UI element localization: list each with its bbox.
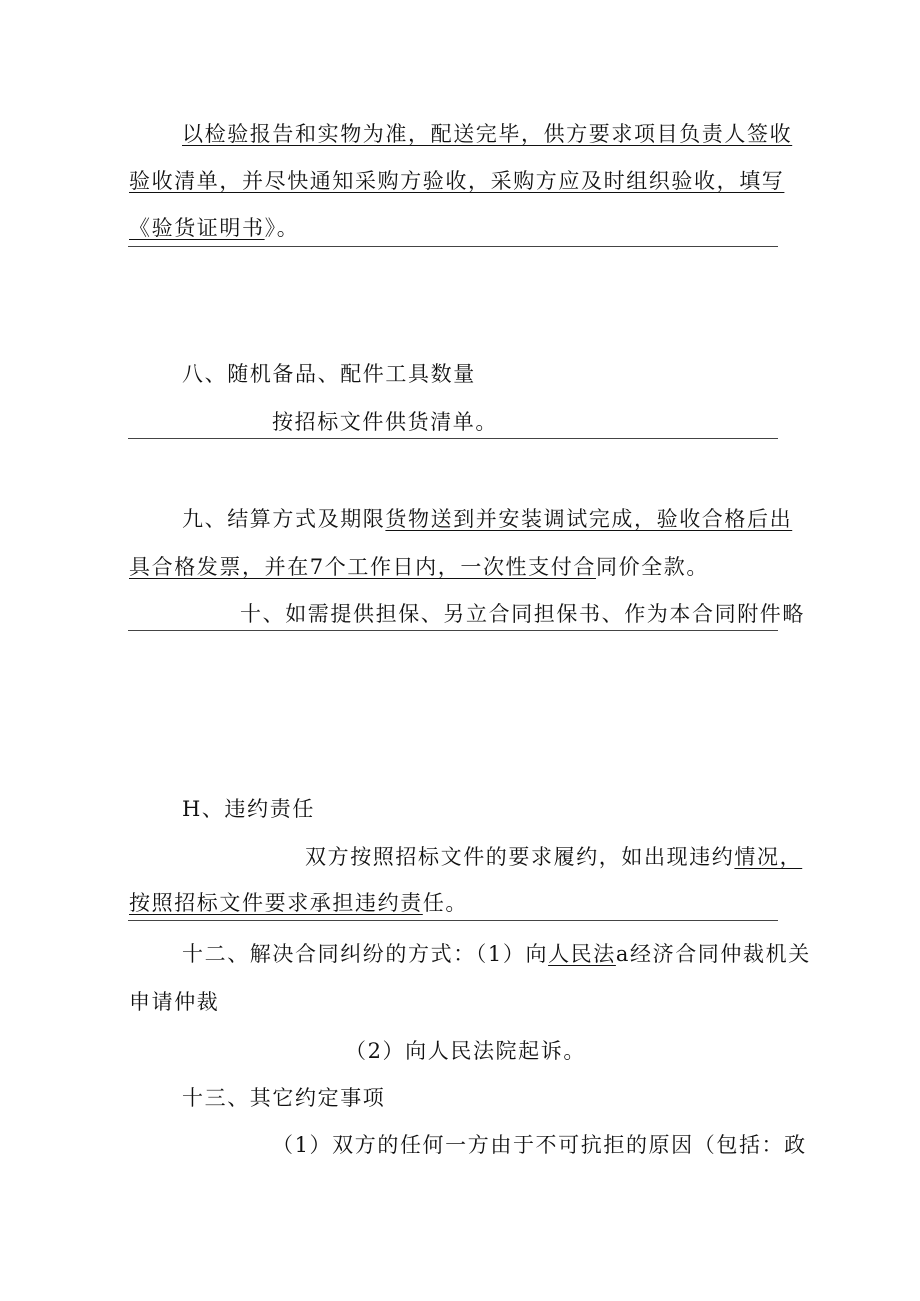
underlined-text: 《验货证明书 (129, 216, 265, 240)
underlined-text: 以检验报告和实物为准，配送完毕，供方要求项目负责人签收 (182, 122, 793, 146)
text-segment: （2）向人民法院起诉。 (345, 1039, 586, 1063)
underlined-text: 按照招标文件要求承担违约责 (129, 891, 423, 915)
text-line (182, 940, 811, 968)
text-segment: 》。 (264, 216, 300, 240)
text-line (129, 988, 219, 1016)
section-heading (182, 1084, 385, 1112)
text-line (345, 1037, 586, 1065)
text-segment: 任。 (422, 891, 469, 915)
section-heading (182, 795, 315, 823)
text-segment: 九、结算方式及期限 (182, 507, 386, 531)
text-line (182, 505, 792, 533)
text-line (182, 120, 792, 148)
section-heading (182, 360, 476, 388)
horizontal-rule (128, 438, 778, 439)
text-segment: 申请仲裁 (129, 990, 220, 1014)
text-segment: 十二、解决合同纠纷的方式：（1）向 (182, 942, 549, 966)
text-segment: H、违约责任 (182, 797, 315, 821)
text-line (272, 1131, 807, 1159)
text-segment: 按招标文件供货清单。 (272, 410, 498, 434)
underlined-text: 人民法 (548, 942, 616, 966)
text-line (305, 843, 802, 871)
horizontal-rule (128, 630, 778, 631)
text-line (129, 889, 468, 917)
text-segment: 十、如需提供担保、另立合同担保书、作为本合同附件略 (240, 602, 805, 626)
text-line (129, 214, 299, 242)
text-segment: 十三、其它约定事项 (182, 1086, 386, 1110)
text-segment: 八、随机备品、配件工具数量 (182, 362, 476, 386)
text-segment: 双方按照招标文件的要求履约，如出现违约 (305, 845, 735, 869)
text-line (129, 167, 784, 195)
text-segment: a经济合同仲裁机关 (615, 942, 811, 966)
underlined-text: 货物送到并安装调试完成，验收合格后出 (385, 507, 793, 531)
text-segment: （1）双方的任何一方由于不可抗拒的原因（包括：政 (272, 1133, 807, 1157)
horizontal-rule (128, 246, 778, 247)
underlined-text: 情况， (734, 845, 803, 869)
text-segment: 同价全款。 (595, 555, 709, 579)
text-line (272, 408, 498, 436)
text-line (240, 600, 805, 628)
text-line (129, 553, 709, 581)
underlined-text: 验收清单，并尽快通知采购方验收，采购方应及时组织验收，填写 (129, 169, 785, 193)
underlined-text: 具合格发票，并在7个工作日内，一次性支付合 (129, 555, 596, 579)
horizontal-rule (128, 920, 778, 921)
